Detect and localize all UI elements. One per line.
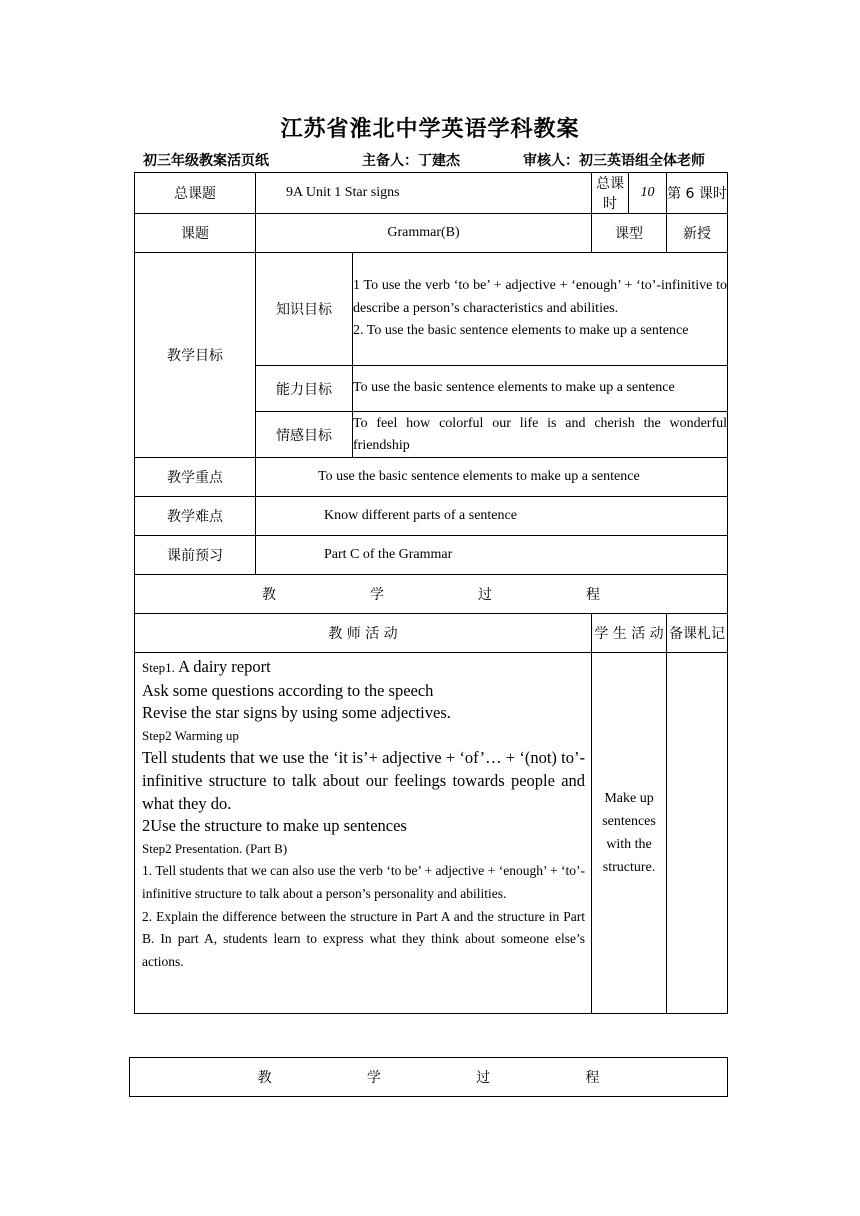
process-char-1: 教	[262, 587, 276, 603]
objective-knowledge-row	[135, 253, 728, 366]
type-value: 新授	[667, 214, 728, 253]
second-process-char-1: 教	[257, 1070, 272, 1086]
process-char-4: 程	[586, 587, 600, 603]
lesson-row	[135, 214, 728, 253]
preparer-label: 主备人：丁建杰	[362, 153, 460, 169]
preview-label: 课前预习	[135, 536, 256, 575]
student-activity-header: 学 生 活 动	[592, 614, 667, 653]
process-char-2: 学	[370, 587, 384, 603]
step1-prefix: Step1.	[142, 660, 179, 675]
reviewer-label: 审核人：初三英语组全体老师	[523, 153, 705, 169]
lesson-value: Grammar(B)	[256, 214, 592, 253]
topic-value: 9A Unit 1 Star signs	[256, 173, 592, 214]
notes-header: 备课札记	[667, 614, 728, 653]
teacher-activity-content	[135, 653, 592, 1014]
hours-value: 10	[629, 173, 667, 214]
presentation-point-2: 2. Explain the difference between the structure in Part A and the structure in Part B. In part A, students learn to express what they think about someone else’s actions.	[142, 908, 586, 969]
difficulty-label: 教学难点	[135, 497, 256, 536]
hours-label: 总课时	[592, 173, 629, 214]
teacher-activity-header: 教 师 活 动	[135, 614, 592, 653]
emotion-objective: To feel how colorful our life is and cherish the wonderful friendship	[353, 412, 728, 458]
knowledge-objective	[353, 253, 728, 366]
difficulty-value: Know different parts of a sentence	[256, 497, 728, 536]
process-char-3: 过	[478, 587, 492, 603]
key-point-row	[135, 458, 728, 497]
knowledge-label: 知识目标	[256, 253, 353, 366]
page-title: 江苏省淮北中学英语学科教案	[280, 117, 580, 142]
preview-row	[135, 536, 728, 575]
difficulty-row	[135, 497, 728, 536]
notes-content	[667, 653, 728, 1014]
lesson-number: 第 6 课时	[667, 173, 728, 214]
activity-content-row	[135, 653, 728, 1014]
knowledge-objective-2: 2. To use the basic sentence elements to make up a sentence	[353, 323, 689, 339]
lesson-plan-table	[134, 172, 728, 1014]
objectives-label: 教学目标	[135, 253, 256, 458]
topic-label: 总课题	[135, 173, 256, 214]
ability-objective: To use the basic sentence elements to make up a sentence	[353, 366, 728, 412]
warming-up-text: Tell students that we use the ‘it is’+ adjective + ‘of’… + ‘(not) to’-infinitive structure to talk about our feelings towards people and what they do.	[142, 748, 586, 813]
process-row	[135, 575, 728, 614]
step2-warming-up: Step2 Warming up	[142, 727, 239, 743]
second-process-heading	[130, 1058, 728, 1097]
step1-line-1: Ask some questions according to the speech	[142, 680, 434, 700]
second-process-char-4: 程	[585, 1070, 600, 1086]
key-point-value: To use the basic sentence elements to make up a sentence	[256, 458, 728, 497]
warming-up-line-2: 2Use the structure to make up sentences	[142, 816, 407, 836]
topic-row	[135, 173, 728, 214]
grade-label: 初三年级教案活页纸	[143, 153, 269, 169]
lesson-label: 课题	[135, 214, 256, 253]
type-label: 课型	[592, 214, 667, 253]
key-point-label: 教学重点	[135, 458, 256, 497]
presentation-point-1: 1. Tell students that we can also use the verb ‘to be’ + adjective + ‘enough’ + ‘to’-infinitive structure to talk about a person’s personality and abilities.	[142, 863, 586, 901]
preview-value: Part C of the Grammar	[256, 536, 728, 575]
ability-label: 能力目标	[256, 366, 353, 412]
step1-line-2: Revise the star signs by using some adjectives.	[142, 703, 451, 723]
activity-header-row	[135, 614, 728, 653]
second-process-char-3: 过	[476, 1070, 491, 1086]
step1-title: A dairy report	[178, 657, 271, 676]
second-page-table	[129, 1057, 728, 1097]
step2-presentation: Step2 Presentation. (Part B)	[142, 840, 288, 856]
process-heading	[135, 575, 728, 614]
emotion-label: 情感目标	[256, 412, 353, 458]
student-activity-content: Make up sentences with the structure.	[592, 653, 667, 1014]
knowledge-objective-1: 1 To use the verb ‘to be’ + adjective + ‘enough’ + ‘to’-infinitive to describe a person’s characteristics and abilities.	[353, 278, 728, 316]
second-process-char-2: 学	[366, 1070, 381, 1086]
